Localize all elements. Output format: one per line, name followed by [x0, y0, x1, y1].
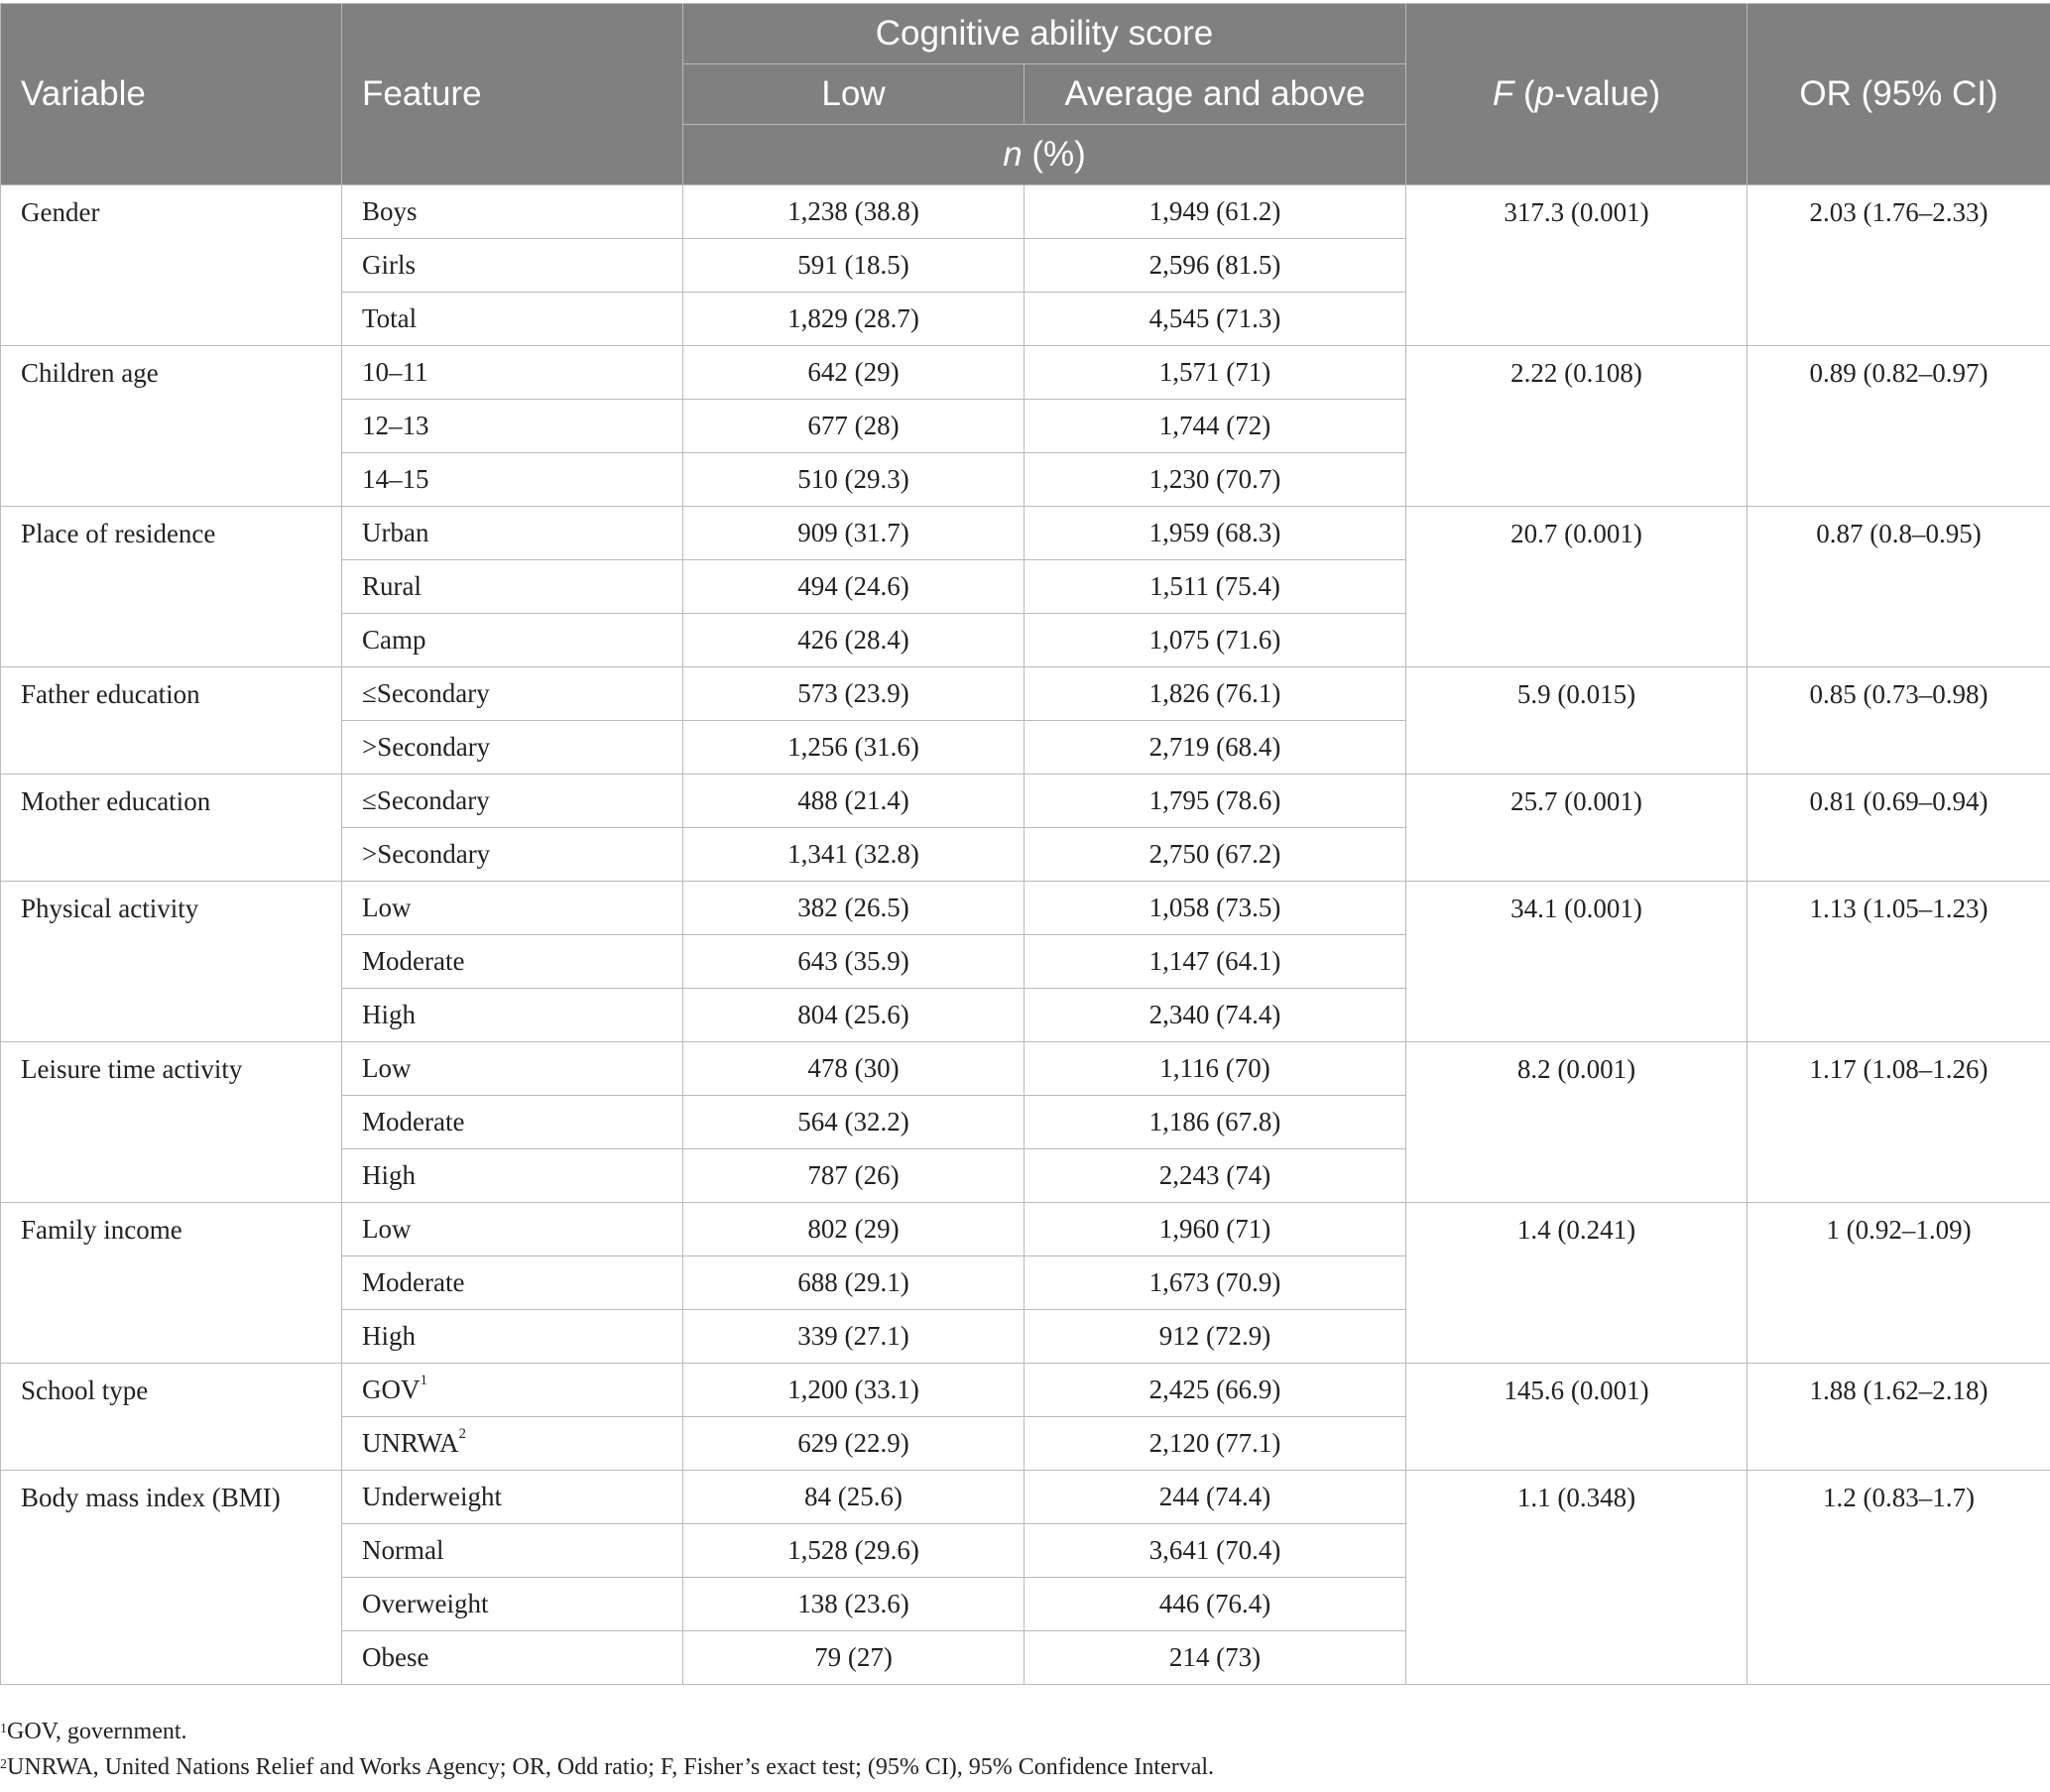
feature-label: Low [362, 893, 412, 922]
low-score-cell: 564 (32.2) [683, 1096, 1025, 1149]
feature-label: 14–15 [362, 464, 429, 494]
feature-cell [342, 828, 683, 882]
header-average-and-above: Average and above [1025, 64, 1406, 125]
odds-ratio-cell: 1 (0.92–1.09) [1748, 1203, 2050, 1364]
low-score-cell: 426 (28.4) [683, 614, 1025, 667]
low-score-cell: 1,256 (31.6) [683, 721, 1025, 775]
header-low: Low [683, 64, 1025, 125]
feature-label: 10–11 [362, 357, 428, 387]
feature-cell [342, 1310, 683, 1364]
f-value-cell: 145.6 (0.001) [1406, 1364, 1748, 1471]
low-score-cell: 573 (23.9) [683, 667, 1025, 721]
average-above-cell: 2,340 (74.4) [1025, 989, 1406, 1042]
feature-cell [342, 1096, 683, 1149]
low-score-cell: 138 (23.6) [683, 1578, 1025, 1631]
feature-cell [342, 560, 683, 614]
feature-label: ≤Secondary [362, 785, 490, 815]
footnote-mark: 1 [0, 1722, 7, 1736]
header-n-percent [683, 125, 1406, 185]
average-above-cell: 1,949 (61.2) [1025, 185, 1406, 239]
feature-label: Overweight [362, 1589, 489, 1618]
feature-label: Low [362, 1053, 412, 1083]
average-above-cell: 3,641 (70.4) [1025, 1524, 1406, 1578]
table-row [1, 882, 2050, 935]
feature-label: >Secondary [362, 839, 491, 869]
low-score-cell: 688 (29.1) [683, 1256, 1025, 1310]
low-score-cell: 629 (22.9) [683, 1417, 1025, 1471]
low-score-cell: 643 (35.9) [683, 935, 1025, 989]
low-score-cell: 804 (25.6) [683, 989, 1025, 1042]
variable-cell: Father education [1, 667, 342, 775]
variable-cell: Place of residence [1, 507, 342, 667]
footnote-marker: 2 [458, 1426, 467, 1442]
average-above-cell: 1,744 (72) [1025, 400, 1406, 453]
f-value-cell: 20.7 (0.001) [1406, 507, 1748, 667]
average-above-cell: 2,750 (67.2) [1025, 828, 1406, 882]
feature-label: High [362, 1160, 416, 1190]
average-above-cell: 1,826 (76.1) [1025, 667, 1406, 721]
average-above-cell: 2,425 (66.9) [1025, 1364, 1406, 1417]
average-above-cell: 912 (72.9) [1025, 1310, 1406, 1364]
low-score-cell: 1,341 (32.8) [683, 828, 1025, 882]
feature-cell [342, 507, 683, 560]
average-above-cell: 244 (74.4) [1025, 1471, 1406, 1524]
odds-ratio-cell: 0.81 (0.69–0.94) [1748, 775, 2050, 882]
odds-ratio-cell: 0.89 (0.82–0.97) [1748, 346, 2050, 507]
average-above-cell: 1,571 (71) [1025, 346, 1406, 400]
f-value-cell: 1.1 (0.348) [1406, 1471, 1748, 1685]
variable-cell: Body mass index (BMI) [1, 1471, 342, 1685]
feature-label: UNRWA [362, 1428, 459, 1458]
table-row [1, 1203, 2050, 1256]
footnotes [0, 1714, 1214, 1785]
low-score-cell: 382 (26.5) [683, 882, 1025, 935]
feature-label: Moderate [362, 1107, 465, 1136]
low-score-cell: 677 (28) [683, 400, 1025, 453]
average-above-cell: 1,673 (70.9) [1025, 1256, 1406, 1310]
feature-label: Underweight [362, 1482, 502, 1511]
variable-cell: Children age [1, 346, 342, 507]
average-above-cell: 214 (73) [1025, 1631, 1406, 1685]
results-table [0, 3, 2050, 1685]
feature-label: Obese [362, 1642, 429, 1672]
average-above-cell: 2,719 (68.4) [1025, 721, 1406, 775]
footnote-marker: 1 [420, 1373, 427, 1388]
average-above-cell: 1,795 (78.6) [1025, 775, 1406, 828]
low-score-cell: 1,528 (29.6) [683, 1524, 1025, 1578]
feature-cell [342, 667, 683, 721]
low-score-cell: 510 (29.3) [683, 453, 1025, 507]
low-score-cell: 1,829 (28.7) [683, 293, 1025, 346]
odds-ratio-cell: 1.17 (1.08–1.26) [1748, 1042, 2050, 1203]
footnote-mark: 2 [0, 1757, 7, 1772]
average-above-cell: 1,058 (73.5) [1025, 882, 1406, 935]
feature-label: Girls [362, 250, 416, 280]
feature-label: Moderate [362, 946, 465, 976]
odds-ratio-cell: 1.13 (1.05–1.23) [1748, 882, 2050, 1042]
average-above-cell: 1,147 (64.1) [1025, 935, 1406, 989]
header-f-open: ( [1513, 74, 1535, 113]
table-row [1, 775, 2050, 828]
low-score-cell: 787 (26) [683, 1149, 1025, 1203]
low-score-cell: 642 (29) [683, 346, 1025, 400]
header-f-p-value [1406, 4, 1748, 185]
feature-label: High [362, 1321, 416, 1351]
average-above-cell: 2,596 (81.5) [1025, 239, 1406, 293]
feature-cell [342, 775, 683, 828]
header-p-letter: p [1534, 74, 1555, 113]
feature-cell [342, 400, 683, 453]
odds-ratio-cell: 0.85 (0.73–0.98) [1748, 667, 2050, 775]
f-value-cell: 2.22 (0.108) [1406, 346, 1748, 507]
header-cognitive-ability-score: Cognitive ability score [683, 4, 1406, 64]
average-above-cell: 1,116 (70) [1025, 1042, 1406, 1096]
feature-label: Total [362, 303, 418, 333]
odds-ratio-cell: 1.2 (0.83–1.7) [1748, 1471, 2050, 1685]
feature-cell [342, 1417, 683, 1471]
feature-cell [342, 185, 683, 239]
average-above-cell: 1,511 (75.4) [1025, 560, 1406, 614]
feature-label: Urban [362, 518, 429, 547]
variable-cell: Leisure time activity [1, 1042, 342, 1203]
feature-cell [342, 346, 683, 400]
variable-cell: Mother education [1, 775, 342, 882]
table-row [1, 507, 2050, 560]
feature-cell [342, 1256, 683, 1310]
footnote-text: UNRWA, United Nations Relief and Works Agency; OR, Odd ratio; F, Fisher’s exact test; (95% CI), 95% Confidence Interval. [7, 1754, 1215, 1780]
low-score-cell: 1,200 (33.1) [683, 1364, 1025, 1417]
low-score-cell: 79 (27) [683, 1631, 1025, 1685]
header-value-text: -value) [1554, 74, 1661, 113]
variable-cell: Physical activity [1, 882, 342, 1042]
average-above-cell: 2,243 (74) [1025, 1149, 1406, 1203]
feature-cell [342, 721, 683, 775]
f-value-cell: 8.2 (0.001) [1406, 1042, 1748, 1203]
header-percent-text: (%) [1022, 135, 1086, 174]
feature-cell [342, 1631, 683, 1685]
feature-cell [342, 882, 683, 935]
feature-cell [342, 293, 683, 346]
f-value-cell: 34.1 (0.001) [1406, 882, 1748, 1042]
odds-ratio-cell: 0.87 (0.8–0.95) [1748, 507, 2050, 667]
average-above-cell: 4,545 (71.3) [1025, 293, 1406, 346]
feature-cell [342, 1578, 683, 1631]
header-variable: Variable [1, 4, 342, 185]
f-value-cell: 317.3 (0.001) [1406, 185, 1748, 346]
feature-label: Boys [362, 196, 418, 226]
feature-label: Moderate [362, 1267, 465, 1297]
table-header [1, 4, 2050, 185]
header-n-letter: n [1003, 135, 1023, 174]
low-score-cell: 1,238 (38.8) [683, 185, 1025, 239]
low-score-cell: 802 (29) [683, 1203, 1025, 1256]
header-f-letter: F [1492, 74, 1514, 113]
feature-label: Rural [362, 571, 422, 601]
feature-label: 12–13 [362, 411, 429, 440]
f-value-cell: 5.9 (0.015) [1406, 667, 1748, 775]
low-score-cell: 488 (21.4) [683, 775, 1025, 828]
footnote [0, 1749, 1214, 1785]
header-feature: Feature [342, 4, 683, 185]
variable-cell: Gender [1, 185, 342, 346]
table-row [1, 667, 2050, 721]
footnote-text: GOV, government. [7, 1719, 187, 1744]
average-above-cell: 1,959 (68.3) [1025, 507, 1406, 560]
feature-cell [342, 1364, 683, 1417]
average-above-cell: 1,960 (71) [1025, 1203, 1406, 1256]
footnote [0, 1714, 1214, 1749]
average-above-cell: 2,120 (77.1) [1025, 1417, 1406, 1471]
average-above-cell: 446 (76.4) [1025, 1578, 1406, 1631]
table-row [1, 1471, 2050, 1524]
f-value-cell: 25.7 (0.001) [1406, 775, 1748, 882]
table-row [1, 185, 2050, 239]
feature-label: Low [362, 1214, 412, 1244]
feature-label: Camp [362, 625, 426, 655]
feature-cell [342, 989, 683, 1042]
low-score-cell: 339 (27.1) [683, 1310, 1025, 1364]
feature-cell [342, 1203, 683, 1256]
odds-ratio-cell: 1.88 (1.62–2.18) [1748, 1364, 2050, 1471]
table-row [1, 1042, 2050, 1096]
feature-cell [342, 239, 683, 293]
feature-label: >Secondary [362, 732, 491, 762]
feature-cell [342, 935, 683, 989]
low-score-cell: 909 (31.7) [683, 507, 1025, 560]
feature-cell [342, 453, 683, 507]
odds-ratio-cell: 2.03 (1.76–2.33) [1748, 185, 2050, 346]
feature-label: High [362, 1000, 416, 1029]
low-score-cell: 591 (18.5) [683, 239, 1025, 293]
feature-cell [342, 1149, 683, 1203]
variable-cell: School type [1, 1364, 342, 1471]
average-above-cell: 1,075 (71.6) [1025, 614, 1406, 667]
feature-label: ≤Secondary [362, 678, 490, 708]
feature-label: GOV [362, 1374, 421, 1404]
variable-cell: Family income [1, 1203, 342, 1364]
low-score-cell: 84 (25.6) [683, 1471, 1025, 1524]
feature-label: Normal [362, 1535, 444, 1565]
low-score-cell: 478 (30) [683, 1042, 1025, 1096]
header-or-ci: OR (95% CI) [1748, 4, 2050, 185]
feature-cell [342, 1524, 683, 1578]
feature-cell [342, 1471, 683, 1524]
feature-cell [342, 1042, 683, 1096]
table-row [1, 346, 2050, 400]
low-score-cell: 494 (24.6) [683, 560, 1025, 614]
table-body [1, 185, 2050, 1685]
feature-cell [342, 614, 683, 667]
average-above-cell: 1,230 (70.7) [1025, 453, 1406, 507]
f-value-cell: 1.4 (0.241) [1406, 1203, 1748, 1364]
average-above-cell: 1,186 (67.8) [1025, 1096, 1406, 1149]
table-row [1, 1364, 2050, 1417]
